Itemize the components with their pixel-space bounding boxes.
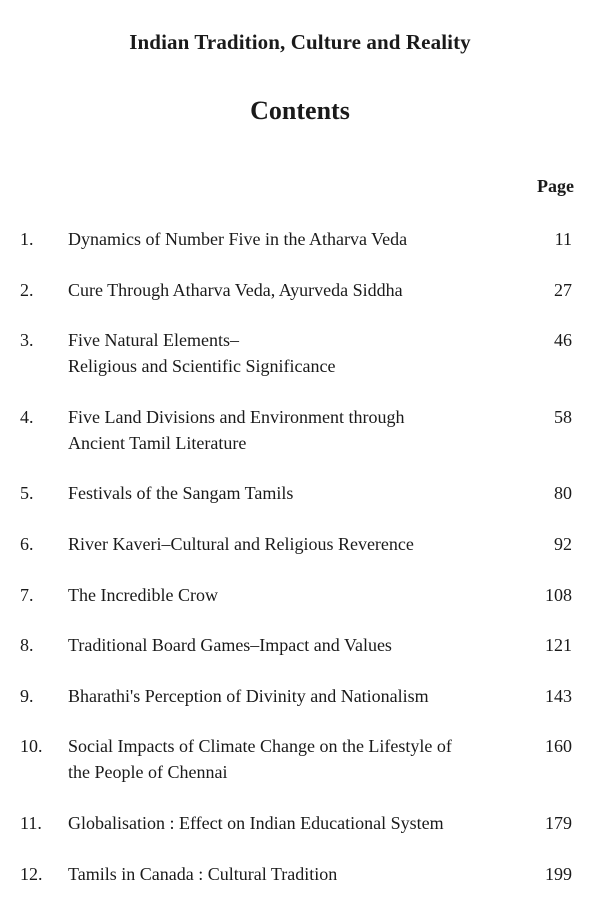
toc-entry [0,861,600,887]
entry-number: 8. [20,635,34,656]
entry-title-line: Five Land Divisions and Environment through [68,406,405,427]
toc-entry [0,632,600,658]
toc-entry [0,327,600,379]
entry-page-number: 92 [554,533,572,554]
entry-number: 7. [20,584,34,605]
toc-entry [0,404,600,456]
entry-title-line: Bharathi's Perception of Divinity and Nationalism [68,685,429,706]
entry-number: 11. [20,812,42,833]
entry-page-number: 11 [554,229,572,249]
toc-entry [0,226,600,252]
entry-page-number: 143 [545,685,572,706]
table-of-contents [0,226,600,911]
entry-page-number: 121 [545,635,572,656]
entry-title-line: River Kaveri–Cultural and Religious Reverence [68,533,414,554]
entry-title-line: Cure Through Atharva Veda, Ayurveda Siddha [68,279,403,300]
entry-number: 4. [20,406,34,427]
entry-page-number: 199 [545,863,572,884]
entry-page-number: 160 [545,736,572,757]
entry-number: 9. [20,685,34,706]
page-column-label: Page [537,176,574,196]
entry-page-number: 179 [545,812,572,833]
entry-title-line: Religious and Scientific Significance [68,356,336,377]
entry-title-line: Social Impacts of Climate Change on the Lifestyle of [68,736,452,757]
entry-title-line: Traditional Board Games–Impact and Values [68,635,392,656]
entry-title [68,861,498,887]
entry-title-line: Tamils in Canada : Cultural Tradition [68,863,338,884]
entry-page-number: 27 [554,279,572,300]
entry-title [68,226,498,252]
entry-title [68,277,498,303]
contents-heading: Contents [250,96,350,125]
book-title: Indian Tradition, Culture and Reality [129,30,471,54]
entry-number: 2. [20,279,34,300]
entry-page-number: 80 [554,483,572,504]
entry-title [68,632,498,658]
entry-number: 6. [20,533,34,554]
entry-title [68,582,498,608]
entry-page-number: 46 [554,330,572,351]
entry-title [68,683,498,709]
toc-entry [0,531,600,557]
toc-entry [0,810,600,836]
entry-number: 3. [20,330,34,351]
toc-entry [0,480,600,506]
entry-page-number: 108 [545,584,572,605]
entry-number: 10. [20,736,43,757]
toc-entry [0,277,600,303]
entry-title [68,480,498,506]
entry-title [68,404,498,456]
entry-title [68,531,498,557]
entry-title-line: The Incredible Crow [68,584,218,605]
toc-entry [0,582,600,608]
entry-page-number: 58 [554,406,572,427]
toc-entry [0,683,600,709]
entry-number: 1. [20,229,34,249]
entry-title-line: the People of Chennai [68,762,228,783]
entry-title-line: Dynamics of Number Five in the Atharva Veda [68,229,408,249]
entry-title [68,327,498,379]
entry-title-line: Globalisation : Effect on Indian Educational System [68,812,444,833]
entry-title [68,810,498,836]
toc-entry [0,733,600,785]
entry-title-line: Five Natural Elements– [68,330,239,351]
entry-title [68,733,498,785]
entry-title-line: Festivals of the Sangam Tamils [68,483,294,504]
entry-number: 12. [20,863,43,884]
entry-number: 5. [20,483,34,504]
entry-title-line: Ancient Tamil Literature [68,432,247,453]
